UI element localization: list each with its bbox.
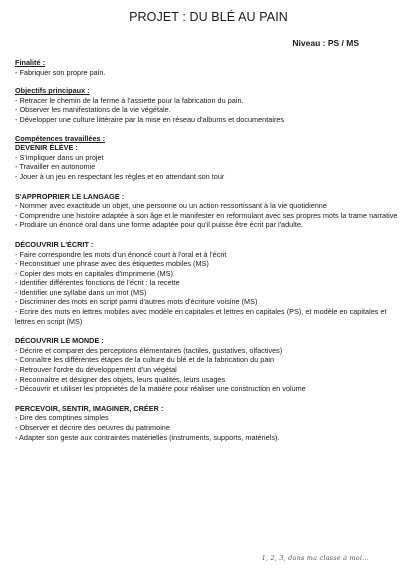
percevoir-item: - Adapter son geste aux contraintes matérielles (instruments, supports, matériels). [15,432,280,442]
monde-item: - Reconnaître et désigner des objets, leurs qualités, leurs usages [15,374,226,384]
finalite-item: - Fabriquer son propre pain. [15,67,106,77]
competences-heading: Compétences travaillées : [15,133,106,143]
percevoir-item: - Observer et décrire des oeuvres du patrimoine [15,423,170,432]
percevoir-heading: PERCEVOIR, SENTIR, IMAGINER, CRÉER : [15,403,164,413]
eleve-item: - S'impliquer dans un projet [15,152,104,162]
ecrit-item: - Identifier différentes fonctions de l'écrit : la recette [15,278,180,288]
monde-item: - Découvrir et utiliser les propriétés de la matière pour réaliser une construction en volume [15,384,306,394]
objectif-item: - Retracer le chemin de la ferme à l'assiette pour la fabrication du pain. [15,95,244,105]
eleve-item: - Jouer à un jeu en respectant les règles et en attendant son tour [15,171,225,181]
percevoir-item: - Dire des comptines simples [15,413,109,423]
objectif-item: - Développer une culture littéraire par la mise en réseau d'albums et documentaires [15,114,285,124]
ecrit-item: - Discriminer des mots en script parmi d'autres mots d'écriture voisine (MS) [15,297,258,307]
ecrit-item: - Copier des mots en capitales d'imprimerie (MS) [15,268,173,278]
ecrit-item: - Faire correspondre les mots d'un énoncé court à l'oral et à l'écrit [15,249,227,259]
monde-item: - Décrire et comparer des perceptions élémentaires (tactiles, gustatives, olfactives) [15,345,283,355]
langage-item: - Nommer avec exactitude un objet, une personne ou un action ressortissant à la vie quotidienne [15,201,327,211]
ecrit-item: - Ecrire des mots en lettres mobiles avec modèle en capitales et lettres en capitales (PS), et modèle en capitales et lettres en script (MS) [15,307,387,326]
document-body [15,58,407,442]
monde-item: - Retrouver l'ordre du développement d'un végétal [15,365,177,375]
langage-heading: S'APPROPRIER LE LANGAGE : [15,191,125,201]
monde-item: - Connaître les différentes étapes de la culture du blé et de la fabrication du pain [15,355,275,365]
langage-item: - Produire un énoncé oral dans une forme adaptée pour qu'il puisse être écrit par l'adulte. [15,220,303,230]
objectif-item: - Observer les manifestations de la vie végétale. [15,105,171,115]
footer-signature: 1, 2, 3, dans ma classe à moi... [261,554,369,562]
eleve-heading: DEVENIR ÉLÈVE : [15,143,78,153]
level-label: Niveau : PS / MS [292,38,359,48]
objectifs-heading: Objectifs principaux : [15,86,90,96]
page-title: PROJET : DU BLÉ AU PAIN [129,10,288,24]
langage-item: - Comprendre une histoire adaptée à son âge et le manifester en reformulant avec ses propres mots la trame narrative [15,210,398,220]
finalite-heading: Finalité : [15,58,45,67]
ecrit-item: - Identifier une syllabe dans un mot (MS) [15,287,147,297]
ecrit-heading: DÉCOUVRIR L'ÉCRIT : [15,239,94,249]
ecrit-item: - Reconstituer une phrase avec des étiquettes mobiles (MS) [15,259,209,269]
eleve-item: - Travailler en autonomie [15,162,96,172]
monde-heading: DÉCOUVRIR LE MONDE : [15,336,104,346]
